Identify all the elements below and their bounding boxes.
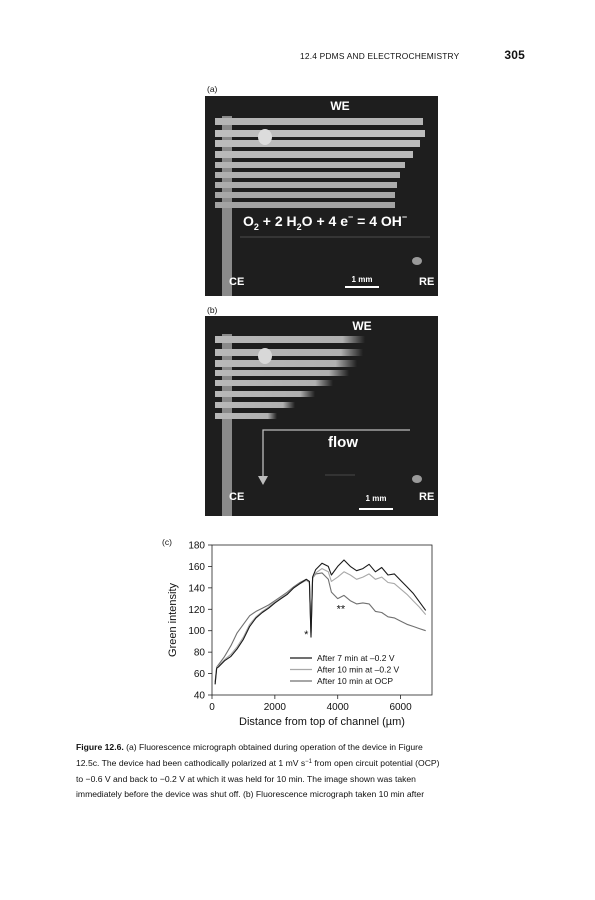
caption-line-2b: from open circuit potential (OCP) — [312, 757, 440, 768]
legend-entry: After 10 min at –0.2 V — [317, 664, 400, 675]
caption-line-4: immediately before the device was shut off. (b) Fluorescence micrograph taken 10 min after — [76, 789, 425, 800]
caption-line-2a: 12.5c. The device had been cathodically polarized at 1 mV s — [76, 757, 306, 768]
legend-entry: After 10 min at OCP — [317, 676, 394, 686]
y-axis-label: Green intensity — [167, 583, 179, 657]
intensity-chart — [160, 535, 450, 735]
legend-entry: After 7 min at –0.2 V — [317, 653, 395, 663]
reaction-equation: $O_2 + 2$ $H_2O + 4$ e− = 4 OH− — [243, 212, 408, 232]
panel-b-label: (b) — [207, 305, 218, 315]
scale-bar-label-a: 1 mm — [351, 275, 373, 284]
micrograph-b-image — [205, 316, 438, 516]
y-tick-label: 80 — [193, 647, 205, 659]
x-tick-label: 0 — [209, 702, 215, 713]
x-tick-label: 2000 — [263, 702, 286, 713]
figure-caption — [76, 740, 526, 803]
x-tick-label: 4000 — [326, 702, 349, 713]
page-number: 305 — [504, 48, 525, 62]
x-axis-label: Distance from top of channel (µm) — [239, 716, 405, 728]
figure-label: Figure 12.6. — [76, 742, 124, 752]
annotation-marker: ** — [336, 603, 346, 616]
caption-line-3: to −0.6 V and back to −0.2 V at which it was held for 10 min. The image shown was taken — [76, 773, 416, 784]
micrograph-a-image — [205, 96, 438, 296]
y-tick-label: 60 — [193, 669, 205, 681]
section-title: 12.4 PDMS AND ELECTROCHEMISTRY — [300, 51, 460, 61]
ce-label-b: CE — [229, 491, 245, 503]
micrograph-a — [205, 96, 438, 296]
panel-a-label: (a) — [207, 84, 218, 94]
y-tick-label: 160 — [188, 561, 205, 573]
scale-bar-label-b: 1 mm — [365, 494, 387, 503]
y-tick-label: 120 — [188, 604, 205, 616]
re-label-a: RE — [419, 276, 435, 288]
caption-line-2-sup: −1 — [305, 758, 312, 765]
micrograph-b — [205, 316, 438, 516]
caption-line-1: (a) Fluorescence micrograph obtained during operation of the device in Figure — [123, 742, 423, 752]
chart-panel-c — [160, 535, 450, 735]
we-label-b: WE — [352, 319, 372, 333]
we-label-a: WE — [330, 99, 350, 113]
y-tick-label: 100 — [188, 626, 205, 638]
annotation-marker: * — [304, 629, 309, 642]
flow-label: flow — [328, 434, 358, 451]
y-tick-label: 140 — [188, 583, 205, 595]
ce-label-a: CE — [229, 276, 245, 288]
y-tick-label: 40 — [193, 690, 205, 702]
x-tick-label: 6000 — [389, 702, 412, 713]
y-tick-label: 180 — [188, 540, 205, 552]
running-head — [300, 48, 530, 64]
panel-c-label: (c) — [162, 537, 172, 547]
re-label-b: RE — [419, 491, 435, 503]
